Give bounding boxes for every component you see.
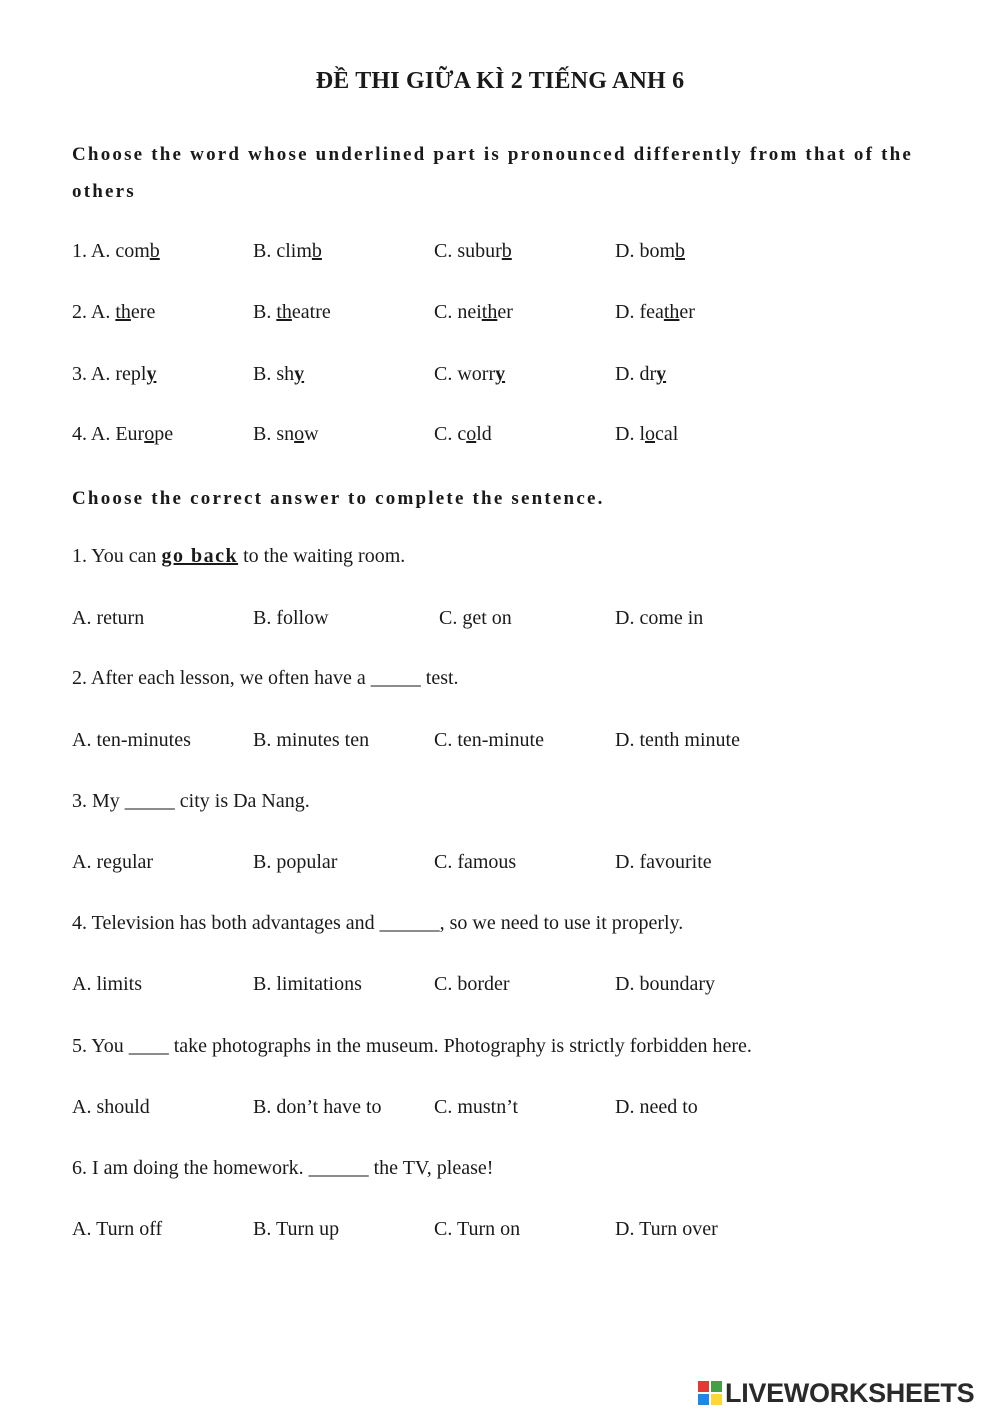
question-1-options — [72, 607, 952, 635]
question-6-stem: 6. I am doing the homework. ______ the TV, please! — [72, 1157, 494, 1179]
underlined-part: o — [645, 423, 655, 445]
question-6-options — [72, 1218, 952, 1246]
option-d: D. need to — [615, 1096, 698, 1118]
option-a: 4. A. Europe — [72, 423, 174, 445]
option-a: 1. A. comb — [72, 240, 160, 262]
underlined-part: y — [656, 363, 667, 385]
option-b: B. shy — [253, 363, 305, 385]
option-a: A. should — [72, 1096, 150, 1118]
option-d: D. come in — [615, 607, 704, 629]
option-d: D. tenth minute — [615, 729, 740, 751]
logo-square-blue — [698, 1394, 709, 1405]
option-d: D. local — [615, 423, 679, 445]
option-d: D. favourite — [615, 851, 712, 873]
option-c: C. mustn’t — [434, 1096, 519, 1118]
option-b: B. theatre — [253, 301, 331, 323]
option-c: C. worry — [434, 363, 506, 385]
option-d: D. boundary — [615, 973, 715, 995]
underlined-part: b — [311, 240, 322, 262]
underlined-part: b — [149, 240, 160, 262]
liveworksheets-logo-icon — [698, 1381, 722, 1405]
section2-instruction: Choose the correct answer to complete the sentence. — [72, 488, 605, 509]
question-2-options — [72, 729, 952, 757]
pron-question-2 — [72, 301, 952, 329]
question-1-stem: 1. You can go back to the waiting room. — [72, 545, 406, 567]
pron-question-4 — [72, 423, 952, 451]
question-4-stem: 4. Television has both advantages and ______, so we need to use it properly. — [72, 912, 684, 934]
option-b: B. snow — [253, 423, 319, 445]
underlined-part: y — [495, 363, 506, 385]
logo-square-green — [711, 1381, 722, 1392]
underlined-part: th — [663, 301, 680, 323]
underlined-part: o — [144, 423, 155, 445]
option-b: B. popular — [253, 851, 338, 873]
question-3-stem: 3. My _____ city is Da Nang. — [72, 790, 310, 812]
option-a: A. regular — [72, 851, 154, 873]
option-d: D. dry — [615, 363, 667, 385]
option-a: A. limits — [72, 973, 143, 995]
option-b: B. follow — [253, 607, 329, 629]
underlined-part: th — [481, 301, 498, 323]
option-d: D. feather — [615, 301, 695, 323]
option-c: C. ten-minute — [434, 729, 544, 751]
question-5-options — [72, 1096, 952, 1124]
option-b: B. don’t have to — [253, 1096, 382, 1118]
pron-question-3 — [72, 363, 952, 391]
key-phrase: go back — [161, 545, 239, 567]
option-c: C. cold — [434, 423, 492, 445]
option-d: D. Turn over — [615, 1218, 718, 1240]
underlined-part: b — [675, 240, 685, 262]
option-a: A. ten-minutes — [72, 729, 191, 751]
option-b: B. minutes ten — [253, 729, 370, 751]
underlined-part: th — [276, 301, 292, 323]
underlined-part: o — [294, 423, 305, 445]
underlined-part: y — [294, 363, 305, 385]
option-c: C. neither — [434, 301, 513, 323]
option-b: B. Turn up — [253, 1218, 340, 1240]
option-c: C. border — [434, 973, 510, 995]
logo-square-yellow — [711, 1394, 722, 1405]
liveworksheets-logo[interactable] — [698, 1378, 994, 1408]
option-a: 3. A. reply — [72, 363, 157, 385]
question-5-stem: 5. You ____ take photographs in the museum. Photography is strictly forbidden here. — [72, 1035, 752, 1057]
logo-square-red — [698, 1381, 709, 1392]
underlined-part: o — [466, 423, 477, 445]
logo-text: LIVEWORKSHEETS — [725, 1378, 975, 1408]
option-b: B. climb — [253, 240, 322, 262]
question-2-stem: 2. After each lesson, we often have a _____ test. — [72, 667, 459, 689]
option-c: C. famous — [434, 851, 517, 873]
underlined-part: y — [146, 363, 157, 385]
option-c: C. suburb — [434, 240, 512, 262]
pron-question-1 — [72, 240, 952, 268]
option-a: A. Turn off — [72, 1218, 163, 1240]
option-c: C. get on — [439, 607, 512, 629]
option-d: D. bomb — [615, 240, 685, 262]
page-title: ĐỀ THI GIỮA KÌ 2 TIẾNG ANH 6 — [315, 68, 685, 94]
section1-instruction: Choose the word whose underlined part is pronounced differently from that of the others — [72, 144, 914, 202]
question-3-options — [72, 851, 952, 879]
option-b: B. limitations — [253, 973, 362, 995]
question-4-options — [72, 973, 952, 1001]
underlined-part: b — [501, 240, 512, 262]
option-a: 2. A. there — [72, 301, 156, 323]
option-c: C. Turn on — [434, 1218, 521, 1240]
underlined-part: th — [115, 301, 131, 323]
option-a: A. return — [72, 607, 145, 629]
